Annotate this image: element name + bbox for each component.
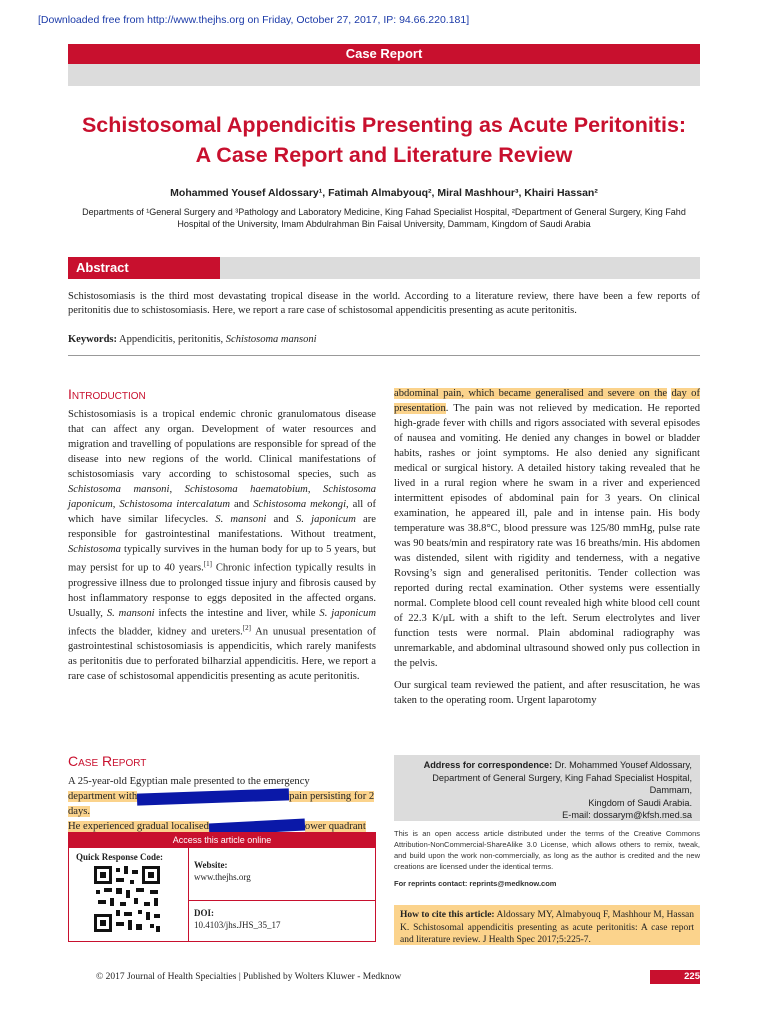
case-report-paragraph [68, 774, 376, 834]
correspondence-label: Address for correspondence: [423, 760, 553, 770]
qr-label: Quick Response Code: [76, 852, 164, 862]
intro-text: are responsible for gastrointestinal manifestations. Without treatment, [68, 514, 376, 540]
keywords-label: Keywords: [68, 334, 117, 345]
highlight-text: abdominal pain, which became generalised and severe on the [394, 388, 668, 399]
case-line-1: A 25-year-old Egyptian male presented to the emergency [68, 776, 310, 787]
highlight-text: He experienced gradual localised [68, 821, 209, 832]
highlight-text: department with [68, 791, 138, 802]
access-divider-h [188, 900, 376, 901]
intro-species: Schistosoma japonicum [68, 484, 377, 510]
intro-species: S. japonicum [319, 607, 376, 619]
highlight-text: day of presentation [394, 388, 700, 414]
correspondence-line-1 [402, 759, 692, 772]
abstract-heading: Abstract [68, 257, 220, 279]
intro-text: Chronic infection typically results in progressive illness due to prolonged tissue injury and fibrosis caused by host inflammatory response to eggs deposited in the affected organs. Usually, [68, 562, 376, 619]
section-label-bar: Case Report [68, 44, 700, 64]
intro-species: Schistosoma intercalatum [119, 499, 231, 510]
correspondence-box [394, 755, 700, 821]
case-text-2: Our surgical team reviewed the patient, and after resuscitation, he was taken to the operating room. Urgent laparotomy [394, 680, 700, 706]
intro-species: Schistosoma mekongi [253, 499, 347, 510]
website-label: Website: [194, 860, 228, 870]
intro-species: Schistosoma [68, 544, 121, 555]
article-title [68, 110, 700, 170]
citation-box [394, 905, 700, 945]
website-link[interactable]: www.thejhs.org [194, 872, 251, 882]
intro-species: S. mansoni [215, 514, 267, 525]
footer-copyright: © 2017 Journal of Health Specialties | Published by Wolters Kluwer - Medknow [96, 972, 402, 982]
keywords-italic: Schistosoma mansoni [225, 334, 317, 345]
intro-text: , all of which have similar lifecycles. [68, 499, 376, 525]
case-line-2 [68, 789, 376, 819]
highlight-text: ower quadrant [304, 821, 366, 832]
reprints-contact: For reprints contact: reprints@medknow.com [394, 879, 557, 888]
open-access-notice [394, 828, 700, 889]
abstract-heading-bar [220, 257, 700, 279]
title-line-2: A Case Report and Literature Review [195, 143, 573, 167]
intro-text: and [266, 514, 297, 525]
license-text: This is an open access article distributed under the terms of the Creative Commons Attribution-NonCommercial-ShareAlike 3.0 License, which allows others to remix, tweak, and build upon the work non-commercially, as long as the author is credited and the new creations are licensed under the identical terms. [394, 829, 700, 871]
abstract-divider [68, 355, 700, 356]
intro-text: , [112, 499, 120, 510]
doi-label: DOI: [194, 908, 214, 918]
correspondence-line-2: Department of General Surgery, King Fahad Specialist Hospital, Dammam, [432, 772, 692, 795]
qr-code-icon[interactable] [92, 864, 162, 934]
abstract-text: Schistosomiasis is the third most devastating tropical disease in the world. According to a literature review, there have been a few reports of peritonitis due to schistosomiasis. Here, we report a rare case of schistosomal appendicitis presenting as acute peritonitis. [68, 291, 700, 316]
citation-ref[interactable]: [2] [242, 623, 251, 632]
case-report-continued [394, 386, 700, 708]
intro-text: , [307, 484, 324, 495]
intro-species: S. mansoni [106, 607, 155, 619]
section-label-underbar [68, 64, 700, 86]
highlight-text: pain persisting for 2 days. [68, 791, 375, 817]
title-line-1: Schistosomal Appendicitis Presenting as Acute Peritonitis: [81, 113, 687, 137]
introduction-heading: Introduction [68, 386, 146, 402]
page-number: 225 [684, 971, 700, 982]
correspondence-name: Dr. Mohammed Yousef Aldossary, [552, 760, 692, 770]
redaction-mark [137, 788, 289, 805]
citation-text: Aldossary MY, Almabyouq F, Mashhour M, Hassan K. Schistosomal appendicitis presenting as acute peritonitis: A case report and literature review. J Health Spec 2017;5:225-7. [400, 910, 694, 945]
affiliations: Departments of ¹General Surgery and ³Pathology and Laboratory Medicine, King Fahad Specialist Hospital, ²Department of General Surgery, King Fahd Hospital of the University, Imam Abdulrahman Bin Faisal University, Dammam, Kingdom of Saudi Arabia [82, 207, 686, 229]
intro-species: Schistosoma haematobium [184, 484, 308, 495]
access-divider-v [188, 848, 189, 942]
access-box-title: Access this article online [68, 832, 376, 848]
keywords [68, 334, 700, 345]
citation-label: How to cite this article: [400, 910, 495, 920]
intro-text: infects the intestine and liver, while [154, 607, 320, 619]
intro-text: and [230, 499, 254, 510]
keywords-plain: Appendicitis, peritonitis, [117, 334, 226, 345]
author-list: Mohammed Yousef Aldossary¹, Fatimah Almabyouq², Miral Mashhour³, Khairi Hassan² [170, 187, 598, 199]
intro-text: typically survives in the human body for up to 5 years, but may persist for up to 40 years. [68, 544, 376, 574]
correspondence-email[interactable]: E-mail: dossarym@kfsh.med.sa [562, 810, 692, 820]
case-report-heading: Case Report [68, 753, 147, 769]
intro-text: infects the bladder, kidney and ureters. [68, 626, 243, 638]
introduction-paragraph [68, 407, 376, 684]
intro-species: S. japonicum [296, 514, 356, 525]
intro-text: Schistosomiasis is a tropical endemic chronic granulomatous disease that can affect any organ. Development of water resources and migration and travelling of populations are responsible for spread of the disease into new regions of the world. Clinical manifestations of schistosomiasis vary according to schistosomal species, such as [68, 409, 376, 480]
download-note: [Downloaded free from http://www.thejhs.org on Friday, October 27, 2017, IP: 94.66.220.181] [38, 14, 470, 26]
access-box-body [68, 848, 376, 942]
case-text: . The pain was not relieved by medication. He reported high-grade fever with chills and rigors associated with several episodes of nausea and vomiting. He denied any changes in bowel or bladder habits, rashes or joint symptoms. He also denied any significant medical or surgical history. A detailed history taking revealed that he lived in a rural region where he swam in a river and experienced intermittent episodes of abdominal pain for 3 years. On clinical examination, he appeared ill, pale and in intense pain. His body temperature was 38.8°C, blood pressure was 125/80 mmHg, pulse rate was 90 beats/min and respiratory rate was 16 breaths/min. His abdomen was distended, silent with rigidity and tenderness, with a negative Rovsing’s sign and generalised peritonitis. Tender collection was reported during rectal examination. Other systems were essentially normal. Complete blood cell count revealed high white blood cell count of 22.3 K/μL with a shift to the left. Serum electrolytes and liver function tests were normal. Plain abdominal radiography was unremarkable, and abdominal ultrasound showed only pus collection in the pelvis. [394, 403, 700, 669]
intro-species: Schistosoma mansoni [68, 484, 170, 495]
doi-link[interactable]: 10.4103/jhs.JHS_35_17 [194, 920, 281, 930]
intro-text: An unusual presentation of gastrointestinal schistosomiasis is appendicitis, which rarely manifests as peritonitis due to perforated bilharzial appendicitis. Here, we report a rare case of schistosomal appendicitis presenting as acute peritonitis. [68, 626, 376, 683]
citation-ref[interactable]: [1] [203, 560, 212, 568]
intro-text: , [169, 484, 185, 495]
correspondence-line-3: Kingdom of Saudi Arabia. [588, 797, 692, 808]
